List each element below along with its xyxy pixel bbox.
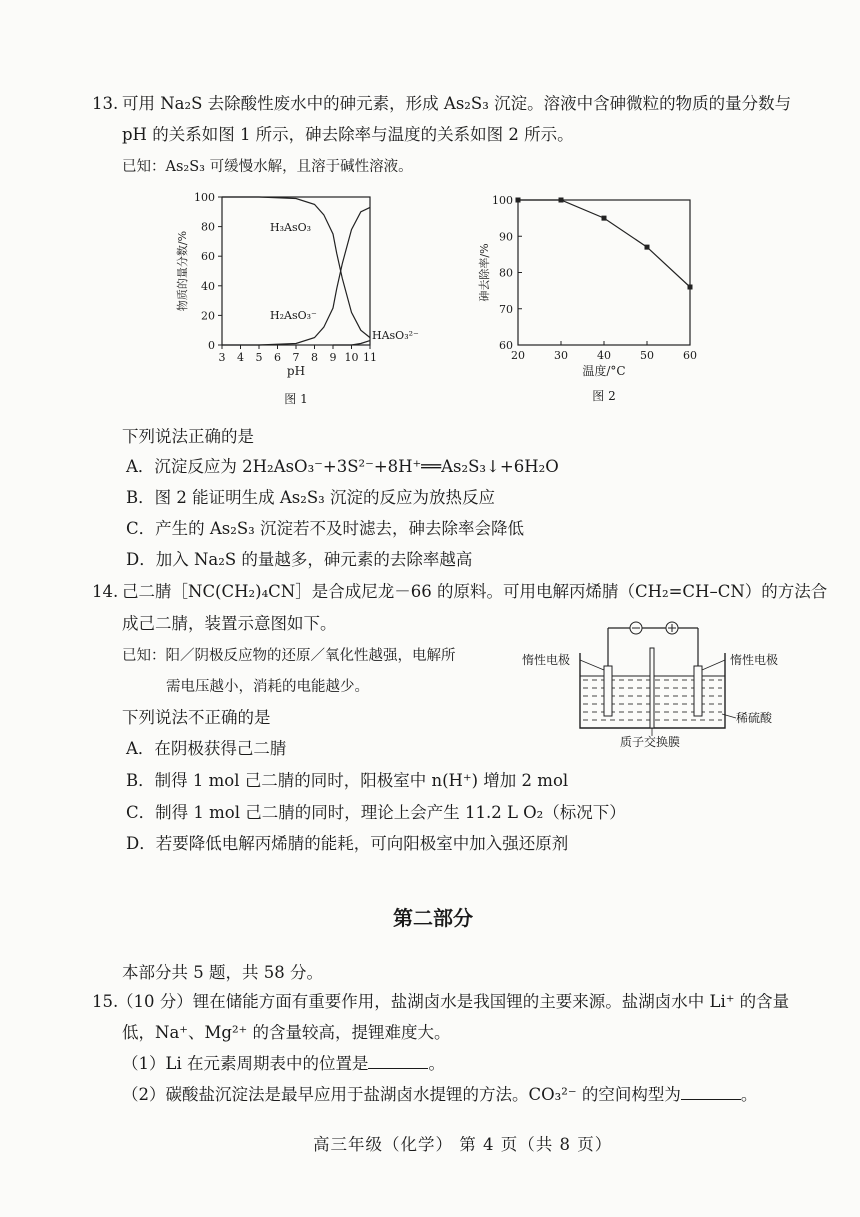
question-stem: 成己二腈，装置示意图如下。 bbox=[122, 614, 337, 633]
option-b: B．制得 1 mol 己二腈的同时，阳极室中 n(H⁺) 增加 2 mol bbox=[126, 771, 569, 790]
option-a: A．沉淀反应为 2H₂AsO₃⁻+3S²⁻+8H⁺══As₂S₃↓+6H₂O bbox=[126, 457, 559, 476]
series-line bbox=[333, 341, 370, 345]
question-stem: 己二腈［NC(CH₂)₄CN］是合成尼龙－66 的原料。可用电解丙烯腈（CH₂=CH–CN）的方法合 bbox=[122, 582, 828, 601]
series-label: H₃AsO₃ bbox=[270, 221, 312, 234]
data-point bbox=[645, 245, 650, 250]
y-axis-label: 砷去除率/% bbox=[478, 243, 491, 302]
question-prompt: 下列说法正确的是 bbox=[122, 427, 254, 446]
x-tick-label: 6 bbox=[274, 351, 281, 364]
y-tick-label: 20 bbox=[201, 309, 215, 323]
x-tick-label: 50 bbox=[640, 349, 654, 362]
question-prompt: 下列说法不正确的是 bbox=[122, 708, 271, 727]
figure-1-chart bbox=[170, 185, 419, 410]
x-tick-label: 30 bbox=[554, 349, 568, 362]
x-tick-label: 4 bbox=[237, 351, 244, 364]
answer-blank[interactable] bbox=[368, 1054, 428, 1069]
series-label: H₂AsO₃⁻ bbox=[270, 309, 317, 322]
question-number: 13. bbox=[92, 94, 119, 113]
option-b: B．图 2 能证明生成 As₂S₃ 沉淀的反应为放热反应 bbox=[126, 488, 496, 507]
question-stem: 可用 Na₂S 去除酸性废水中的砷元素，形成 As₂S₃ 沉淀。溶液中含砷微粒的物质的量分数与 bbox=[122, 94, 792, 113]
right-electrode bbox=[694, 666, 702, 716]
x-tick-label: 9 bbox=[329, 351, 337, 364]
data-point bbox=[688, 285, 693, 290]
known-condition: 已知：阳／阴极反应物的还原／氧化性越强，电解所 bbox=[122, 648, 456, 664]
period: 。 bbox=[740, 1085, 758, 1104]
sub-question-2-text: （2）碳酸盐沉淀法是最早应用于盐湖卤水提锂的方法。CO₃²⁻ 的空间构型为 bbox=[122, 1085, 681, 1104]
y-tick-label: 0 bbox=[208, 339, 215, 352]
x-tick-label: 11 bbox=[363, 351, 377, 364]
acid-label: 稀硫酸 bbox=[736, 711, 773, 725]
sub-question-2 bbox=[122, 1085, 757, 1105]
x-tick-label: 8 bbox=[311, 351, 318, 364]
option-c: C．产生的 As₂S₃ 沉淀若不及时滤去，砷去除率会降低 bbox=[126, 519, 525, 538]
data-point bbox=[559, 198, 564, 203]
y-tick-label: 60 bbox=[201, 250, 215, 264]
membrane-label: 质子交换膜 bbox=[620, 735, 681, 749]
section-intro: 本部分共 5 题，共 58 分。 bbox=[122, 963, 323, 982]
y-axis-label: 物质的量分数/% bbox=[176, 230, 189, 312]
y-tick-label: 80 bbox=[201, 220, 215, 234]
y-tick-label: 60 bbox=[499, 339, 513, 352]
plot-frame bbox=[222, 197, 370, 345]
left-electrode bbox=[604, 666, 612, 716]
proton-exchange-membrane bbox=[650, 648, 654, 728]
x-tick-label: 10 bbox=[344, 351, 359, 364]
series-line bbox=[518, 200, 690, 287]
x-axis-label: pH bbox=[286, 364, 306, 378]
x-tick-label: 40 bbox=[597, 349, 611, 362]
option-a: A．在阴极获得己二腈 bbox=[126, 739, 287, 758]
answer-blank[interactable] bbox=[681, 1085, 741, 1100]
plot-frame bbox=[518, 200, 690, 345]
figure-caption: 图 1 bbox=[284, 392, 308, 406]
sub-question-1 bbox=[122, 1054, 445, 1074]
x-tick-label: 3 bbox=[218, 351, 226, 364]
option-d: D．若要降低电解丙烯腈的能耗，可向阳极室中加入强还原剂 bbox=[126, 834, 569, 853]
x-tick-label: 60 bbox=[683, 349, 697, 362]
known-condition: 需电压越小，消耗的电能越少。 bbox=[166, 679, 369, 695]
y-tick-label: 80 bbox=[499, 266, 513, 280]
y-tick-label: 40 bbox=[201, 279, 215, 293]
right-electrode-label: 惰性电极 bbox=[730, 653, 779, 667]
data-point bbox=[602, 216, 607, 221]
sub-question-1-text: （1）Li 在元素周期表中的位置是 bbox=[122, 1054, 369, 1073]
question-stem: （10 分）锂在储能方面有重要作用，盐湖卤水是我国锂的主要来源。盐湖卤水中 Li⁺ 的含量 bbox=[117, 992, 790, 1011]
y-tick-label: 100 bbox=[492, 194, 513, 207]
y-tick-label: 100 bbox=[194, 191, 215, 204]
data-point bbox=[516, 198, 521, 203]
known-condition: 已知：As₂S₃ 可缓慢水解，且溶于碱性溶液。 bbox=[122, 159, 413, 175]
option-d: D．加入 Na₂S 的量越多，砷元素的去除率越高 bbox=[126, 550, 473, 569]
question-stem: 低，Na⁺、Mg²⁺ 的含量较高，提锂难度大。 bbox=[122, 1023, 451, 1042]
option-c: C．制得 1 mol 己二腈的同时，理论上会产生 11.2 L O₂（标况下） bbox=[126, 803, 626, 822]
question-number: 15. bbox=[92, 992, 119, 1011]
x-tick-label: 20 bbox=[511, 349, 525, 362]
x-tick-label: 5 bbox=[255, 351, 263, 364]
page-footer: 高三年级（化学） 第 4 页（共 8 页） bbox=[313, 1135, 613, 1154]
x-axis-label: 温度/°C bbox=[582, 364, 626, 378]
y-tick-label: 70 bbox=[499, 302, 513, 316]
period: 。 bbox=[428, 1054, 445, 1073]
section-title: 第二部分 bbox=[393, 906, 473, 930]
y-tick-label: 90 bbox=[499, 230, 513, 244]
series-label: HAsO₃²⁻ bbox=[372, 329, 419, 342]
electrolysis-apparatus-diagram bbox=[520, 618, 795, 753]
question-stem: pH 的关系如图 1 所示，砷去除率与温度的关系如图 2 所示。 bbox=[122, 125, 574, 144]
x-tick-label: 7 bbox=[292, 351, 300, 364]
figure-caption: 图 2 bbox=[592, 389, 616, 403]
left-electrode-label: 惰性电极 bbox=[522, 653, 571, 667]
question-number: 14. bbox=[92, 582, 119, 601]
figure-2-chart bbox=[478, 185, 718, 410]
